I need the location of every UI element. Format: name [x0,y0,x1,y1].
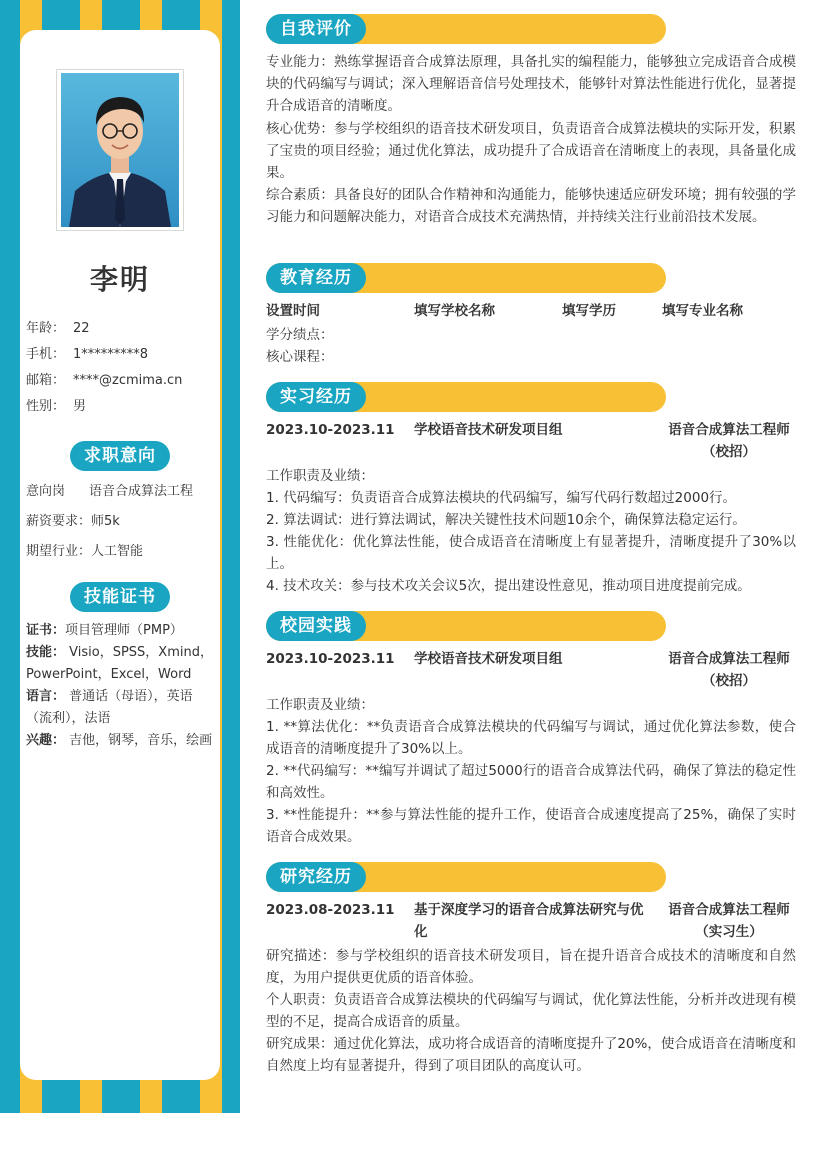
profile-photo [57,70,183,230]
portrait-image [61,73,179,227]
research-topic: 基于深度学习的语音合成算法研究与优化 [414,902,644,940]
intent-value: 师5k [91,514,120,529]
intern-item: 3. 性能优化：优化算法性能，使合成语音在清晰度上有显著提升，清晰度提升了30%以上。 [266,534,796,573]
skill-value: 项目管理师（PMP） [65,623,183,638]
info-value: ****@zcmima.cn [73,373,183,388]
skill-item-tools [26,642,214,686]
info-label: 性别： [26,399,66,414]
skill-label: 兴趣： [26,733,66,748]
info-value: 22 [73,321,90,336]
section-title: 研究经历 [266,862,366,892]
intent-label: 薪资要求： [26,514,92,529]
intent-heading: 求职意向 [70,441,170,471]
sidebar-panel [20,30,220,1080]
campus-item: 3. **性能提升：**参与算法性能的提升工作，使语音合成速度提高了25%，确保了实时语音合成效果。 [266,807,796,846]
skill-value: 吉他，钢琴，音乐，绘画 [65,733,213,748]
edu-time: 设置时间 [266,303,320,319]
skill-label: 证书： [26,623,66,638]
section-education [266,263,666,293]
intent-label: 意向岗 [26,484,66,499]
research-role: 语音合成算法工程师（实习生） [668,902,790,940]
info-row-age [26,320,216,346]
candidate-name: 李明 [89,263,150,296]
info-value: 男 [73,399,87,414]
research-duty: 个人职责：负责语音合成算法模块的代码编写与调试，优化算法性能，分析并改进现有模型的不足，提高合成语音的质量。 [266,992,796,1031]
section-research [266,862,666,892]
self-eval-professional: 专业能力：熟练掌握语音合成算法原理，具备扎实的编程能力，能够独立完成语音合成模块的代码编写与调试；深入理解语音信号处理技术，能够针对算法性能进行优化，显著提升合成语音的清晰度。 [266,54,796,115]
skill-value: 普通话（母语），英语（流利），法语 [26,689,193,726]
intern-role: 语音合成算法工程师（校招） [668,422,790,460]
self-eval-quality: 综合素质：具备良好的团队合作精神和沟通能力，能够快速适应研发环境；拥有较强的学习能力和问题解决能力，对语音合成技术充满热情，并持续关注行业前沿技术发展。 [266,187,796,226]
section-self-eval [266,14,666,44]
campus-item: 2. **代码编写：**编写并调试了超过5000行的语音合成算法代码，确保了算法的稳定性和高效性。 [266,763,796,802]
info-label: 邮箱： [26,373,66,388]
skills-heading: 技能证书 [70,582,170,612]
info-row-email [26,372,216,398]
skills-list [26,620,214,752]
campus-heading: 工作职责及业绩： [266,697,374,713]
info-label: 手机： [26,347,66,362]
internship-row [266,419,796,463]
info-value: 1*********8 [73,347,149,362]
edu-school: 填写学校名称 [414,303,495,319]
intent-value: 语音合成算法工程 [89,484,194,499]
research-row [266,899,796,943]
section-title: 教育经历 [266,263,366,293]
intern-date: 2023.10-2023.11 [266,422,395,438]
campus-item: 1. **算法优化：**负责语音合成算法模块的代码编写与调试，通过优化算法参数，使合成语音的清晰度提升了30%以上。 [266,719,796,758]
skill-item-hobby [26,730,214,752]
intern-item: 4. 技术攻关：参与技术攻关会议5次，提出建设性意见，推动项目进度提前完成。 [266,578,751,594]
intern-heading: 工作职责及业绩： [266,468,374,484]
skill-label: 技能： [26,645,66,660]
skill-value: Visio，SPSS，Xmind，PowerPoint，Excel，Word [26,645,213,682]
skill-item-cert [26,620,214,642]
edu-degree: 填写学历 [562,303,616,319]
info-label: 年龄： [26,321,66,336]
intern-org: 学校语音技术研发项目组 [414,422,563,438]
intent-row-industry [26,542,216,572]
section-title: 校园实践 [266,611,366,641]
intent-row-position [26,482,216,512]
edu-major: 填写专业名称 [662,303,743,319]
basic-info [26,320,216,424]
edu-courses: 核心课程： [266,349,334,365]
campus-role: 语音合成算法工程师（校招） [668,651,790,689]
intent-label: 期望行业： [26,544,92,559]
research-desc: 研究描述：参与学校组织的语音技术研发项目，旨在提升语音合成技术的清晰度和自然度，为用户提供更优质的语音体验。 [266,948,796,987]
research-result: 研究成果：通过优化算法，成功将合成语音的清晰度提升了20%，使合成语音在清晰度和自然度上均有显著提升，得到了项目团队的高度认可。 [266,1036,796,1075]
intern-item: 2. 算法调试：进行算法调试，解决关键性技术问题10余个，确保算法稳定运行。 [266,512,746,528]
info-row-phone [26,346,216,372]
self-eval-strength: 核心优势：参与学校组织的语音技术研发项目，负责语音合成算法模块的实际开发，积累了宝贵的项目经验；通过优化算法，成功提升了合成语音在清晰度上的表现，具备量化成果。 [266,121,796,182]
skill-label: 语言： [26,689,66,704]
intent-value: 人工智能 [91,544,144,559]
campus-org: 学校语音技术研发项目组 [414,651,563,667]
info-row-gender [26,398,216,424]
job-intent [26,482,216,572]
sidebar [0,0,240,1113]
section-title: 实习经历 [266,382,366,412]
campus-date: 2023.10-2023.11 [266,651,395,667]
edu-gpa: 学分绩点： [266,327,334,343]
education-row [266,300,796,322]
section-title: 自我评价 [266,14,366,44]
campus-row [266,648,796,692]
intent-row-salary [26,512,216,542]
research-date: 2023.08-2023.11 [266,902,395,918]
intern-item: 1. 代码编写：负责语音合成算法模块的代码编写，编写代码行数超过2000行。 [266,490,737,506]
skill-item-language [26,686,214,730]
section-internship [266,382,666,412]
section-campus [266,611,666,641]
